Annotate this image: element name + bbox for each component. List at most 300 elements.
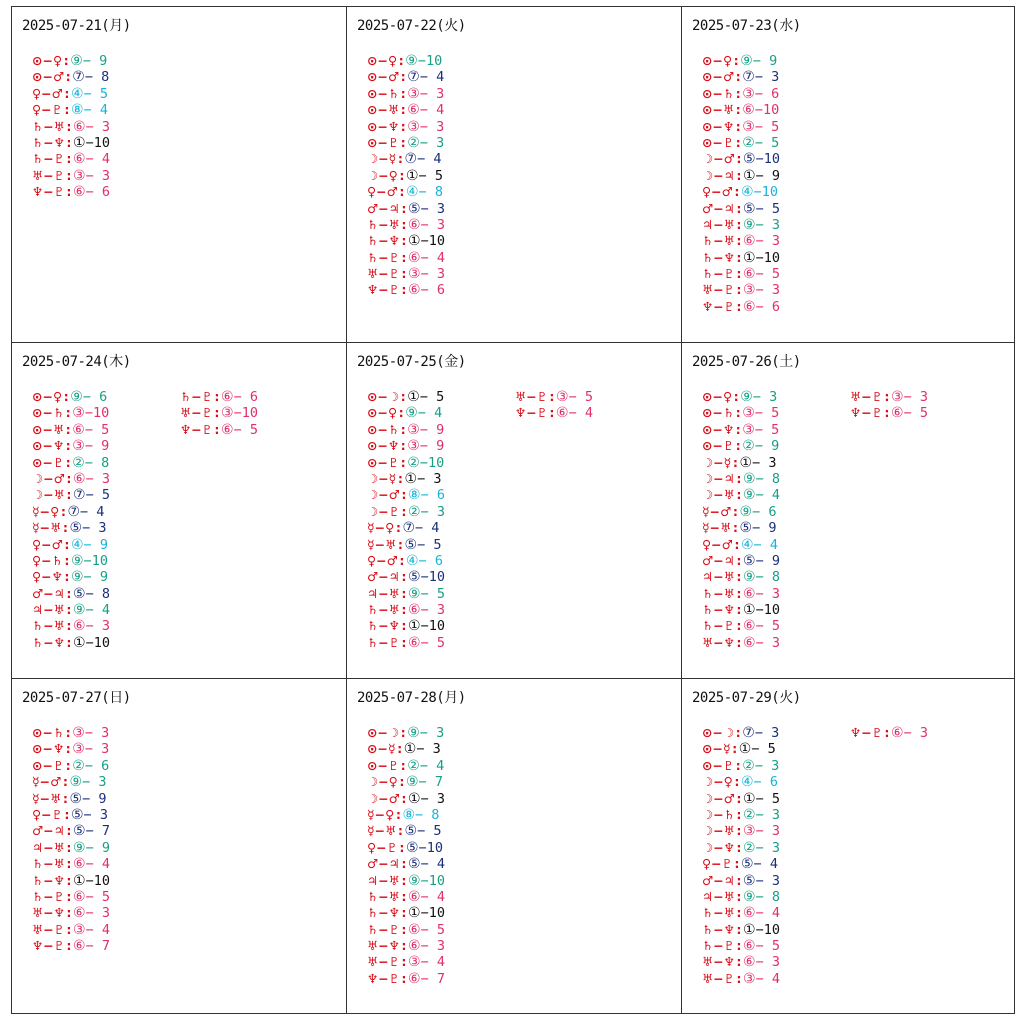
colon: : xyxy=(64,839,74,856)
dash: − xyxy=(753,536,762,553)
day-date: 2025-07-29(火) xyxy=(692,690,801,706)
colon: : xyxy=(734,618,744,635)
day-date: 2025-07-28(月) xyxy=(357,690,466,706)
dash: − xyxy=(420,266,429,283)
aspect-pair: ☽−☿ xyxy=(702,454,732,470)
aspect-pair: ♆−♇ xyxy=(367,970,400,986)
day-date: 2025-07-21(月) xyxy=(22,18,131,34)
dash: − xyxy=(83,552,92,569)
aspect-value: 10 xyxy=(241,405,258,422)
aspect-entry xyxy=(367,520,445,536)
aspect-value: 10 xyxy=(428,872,445,889)
aspect-circled-number: ⑦ xyxy=(402,520,416,537)
aspect-circled-number: ① xyxy=(408,618,421,635)
aspect-circled-number: ③ xyxy=(73,921,86,938)
aspect-pair: ⊙−♀ xyxy=(702,53,733,68)
dash: − xyxy=(755,970,764,987)
aspect-value: 3 xyxy=(428,602,445,619)
aspect-circled-number: ③ xyxy=(72,725,85,741)
aspect-circled-number: ① xyxy=(408,233,421,250)
day-cell xyxy=(347,7,682,343)
aspect-value: 9 xyxy=(763,552,780,569)
colon: : xyxy=(734,405,743,422)
colon: : xyxy=(394,520,403,537)
aspect-pair: ♄−♅ xyxy=(32,856,65,872)
colon: : xyxy=(731,520,740,537)
colon: : xyxy=(734,167,744,184)
dash: − xyxy=(752,53,761,69)
aspect-pair: ♄−♆ xyxy=(702,249,735,265)
aspect-circled-number: ③ xyxy=(556,389,569,405)
colon: : xyxy=(62,389,71,405)
aspect-value: 5 xyxy=(428,585,445,602)
aspect-value: 3 xyxy=(90,774,107,791)
aspect-value: 5 xyxy=(763,618,780,635)
aspect-entry xyxy=(367,53,445,69)
aspect-circled-number: ④ xyxy=(740,774,754,791)
aspect-circled-number: ⑥ xyxy=(742,102,755,119)
dash: − xyxy=(85,184,94,201)
aspect-circled-number: ③ xyxy=(407,438,420,455)
aspect-value: 5 xyxy=(93,888,110,905)
colon: : xyxy=(734,634,744,651)
aspect-value: 6 xyxy=(428,282,445,299)
colon: : xyxy=(399,487,409,504)
aspect-value: 3 xyxy=(428,85,445,102)
aspect-circled-number: ③ xyxy=(72,405,85,422)
aspect-entry xyxy=(367,119,445,135)
aspect-entry xyxy=(32,471,110,487)
dash: − xyxy=(420,888,429,905)
aspect-circled-number: ⑤ xyxy=(73,585,86,602)
aspect-entry xyxy=(180,405,258,421)
aspect-value: 3 xyxy=(428,118,445,135)
dash: − xyxy=(85,151,94,168)
aspect-circled-number: ① xyxy=(408,790,421,807)
aspect-circled-number: ⑥ xyxy=(407,102,420,119)
aspect-circled-number: ⑦ xyxy=(742,725,755,741)
aspect-value: 6 xyxy=(763,298,780,315)
colon: : xyxy=(399,118,408,135)
aspect-value: 6 xyxy=(93,184,110,201)
aspect-circled-number: ⑤ xyxy=(408,856,421,873)
colon: : xyxy=(734,470,744,487)
aspect-entry xyxy=(702,422,780,438)
aspect-entry xyxy=(367,758,445,774)
aspect-pair: ♃−♅ xyxy=(367,585,400,601)
aspect-entry xyxy=(32,569,110,585)
aspect-pair: ☿−♅ xyxy=(32,520,62,536)
dash: − xyxy=(754,405,763,422)
day-cell xyxy=(12,7,347,343)
colon: : xyxy=(399,282,409,299)
aspect-circled-number: ⑥ xyxy=(743,938,756,955)
aspect-entry xyxy=(32,758,110,774)
colon: : xyxy=(734,806,744,823)
colon: : xyxy=(64,618,74,635)
aspect-entry xyxy=(32,889,110,905)
aspect-value: 3 xyxy=(763,725,780,741)
aspect-circled-number: ⑥ xyxy=(408,921,421,938)
colon: : xyxy=(64,487,74,504)
aspect-value: 4 xyxy=(763,905,780,922)
colon: : xyxy=(64,438,73,455)
colon: : xyxy=(396,823,405,840)
aspect-entry xyxy=(367,135,445,151)
aspect-circled-number: ② xyxy=(72,757,85,774)
aspect-pair: ♄−♇ xyxy=(32,151,65,167)
aspect-entry xyxy=(32,537,110,553)
aspect-pair: ☽−♂ xyxy=(702,151,735,167)
aspect-circled-number: ⑥ xyxy=(408,970,421,987)
dash: − xyxy=(755,552,764,569)
aspect-pair: ☿−♅ xyxy=(367,536,397,552)
colon: : xyxy=(882,405,892,422)
colon: : xyxy=(396,151,405,168)
dash: − xyxy=(420,249,429,266)
aspect-value: 3 xyxy=(428,503,445,520)
dash: − xyxy=(85,118,94,135)
aspect-circled-number: ⑥ xyxy=(72,421,85,438)
aspect-entry xyxy=(32,151,110,167)
aspect-value: 10 xyxy=(93,405,110,422)
aspect-value: 10 xyxy=(763,102,780,119)
aspect-value: 4 xyxy=(93,151,110,168)
aspect-value: 3 xyxy=(428,134,445,151)
aspect-circled-number: ③ xyxy=(73,167,86,184)
dash: − xyxy=(82,53,91,69)
dash: − xyxy=(85,134,94,151)
dash: − xyxy=(83,102,92,119)
aspect-pair: ☿−♅ xyxy=(32,790,62,806)
aspect-pair: ♅−♇ xyxy=(367,266,400,282)
aspect-value: 4 xyxy=(93,856,110,873)
aspect-value: 10 xyxy=(91,552,108,569)
aspect-circled-number: ① xyxy=(73,872,86,889)
aspect-value: 5 xyxy=(241,421,258,438)
colon: : xyxy=(734,216,744,233)
aspect-value: 3 xyxy=(93,167,110,184)
day-date: 2025-07-24(木) xyxy=(22,354,131,370)
aspect-circled-number: ③ xyxy=(408,954,421,971)
aspect-entry xyxy=(32,168,110,184)
colon: : xyxy=(399,938,409,955)
aspect-circled-number: ② xyxy=(407,134,420,151)
colon: : xyxy=(734,266,744,283)
aspect-circled-number: ⑥ xyxy=(891,405,904,422)
aspect-pair: ☽−♃ xyxy=(702,167,735,183)
dash: − xyxy=(755,888,764,905)
aspect-value: 4 xyxy=(428,249,445,266)
aspect-entry xyxy=(702,233,780,249)
aspect-pair: ♂−♃ xyxy=(367,200,400,216)
aspect-pair: ♅−♇ xyxy=(850,389,883,404)
aspect-pair: ⊙−♂ xyxy=(702,69,735,85)
dash: − xyxy=(755,602,764,619)
colon: : xyxy=(399,249,409,266)
aspect-entry xyxy=(32,455,110,471)
colon: : xyxy=(734,134,743,151)
aspect-circled-number: ⑨ xyxy=(740,389,753,405)
dash: − xyxy=(417,151,426,168)
dash: − xyxy=(754,134,763,151)
colon: : xyxy=(399,389,408,405)
dash: − xyxy=(755,954,764,971)
aspect-pair: ♆−♇ xyxy=(702,298,735,314)
aspect-circled-number: ⑥ xyxy=(408,282,421,299)
aspect-circled-number: ⑤ xyxy=(408,569,421,586)
aspect-value: 7 xyxy=(426,774,443,791)
dash: − xyxy=(85,167,94,184)
aspect-pair: ⊙−♄ xyxy=(32,405,65,421)
aspect-list xyxy=(702,725,780,987)
dash: − xyxy=(755,282,764,299)
aspect-entry xyxy=(702,586,780,602)
dash: − xyxy=(415,520,424,537)
aspect-pair: ♃−♅ xyxy=(367,872,400,888)
aspect-circled-number: ③ xyxy=(72,438,85,455)
aspect-circled-number: ③ xyxy=(407,421,420,438)
aspect-entry xyxy=(367,791,445,807)
dash: − xyxy=(420,921,429,938)
aspect-value: 3 xyxy=(428,216,445,233)
aspect-entry xyxy=(367,217,445,233)
aspect-circled-number: ⑨ xyxy=(408,872,421,889)
colon: : xyxy=(64,856,74,873)
aspect-pair: ☿−♂ xyxy=(32,774,62,790)
dash: − xyxy=(83,806,92,823)
dash: − xyxy=(752,503,761,520)
aspect-value: 3 xyxy=(763,585,780,602)
day-cell xyxy=(12,679,347,1013)
aspect-circled-number: ① xyxy=(404,470,418,487)
colon: : xyxy=(64,602,74,619)
aspect-value: 5 xyxy=(93,421,110,438)
aspect-value: 5 xyxy=(763,790,780,807)
dash: − xyxy=(84,421,93,438)
aspect-entry xyxy=(702,299,780,315)
dash: − xyxy=(755,233,764,250)
aspect-entry xyxy=(702,569,780,585)
aspect-circled-number: ⑥ xyxy=(73,184,86,201)
aspect-entry xyxy=(32,86,110,102)
colon: : xyxy=(732,536,741,553)
aspect-entry xyxy=(367,856,445,872)
aspect-value: 8 xyxy=(93,585,110,602)
aspect-circled-number: ⑥ xyxy=(743,954,756,971)
colon: : xyxy=(397,53,406,69)
aspect-pair: ♅−♇ xyxy=(367,954,400,970)
aspect-value: 4 xyxy=(425,405,443,422)
colon: : xyxy=(64,151,74,168)
aspect-pair: ⊙−♅ xyxy=(702,102,735,118)
aspect-value: 5 xyxy=(576,389,593,405)
aspect-value: 5 xyxy=(763,938,780,955)
aspect-value: 4 xyxy=(88,503,105,520)
aspect-pair: ♅−♇ xyxy=(515,389,548,404)
aspect-pair: ☽−☿ xyxy=(367,470,397,486)
aspect-entry xyxy=(367,405,445,421)
aspect-circled-number: ⑨ xyxy=(70,53,83,69)
aspect-circled-number: ⑨ xyxy=(70,552,84,569)
colon: : xyxy=(64,470,74,487)
aspect-circled-number: ⑤ xyxy=(69,520,83,537)
aspect-value: 3 xyxy=(763,69,780,86)
day-cell xyxy=(682,679,1014,1013)
aspect-value: 4 xyxy=(428,888,445,905)
aspect-entry xyxy=(32,102,110,118)
aspect-entry xyxy=(32,553,110,569)
aspect-circled-number: ⑥ xyxy=(221,389,234,405)
aspect-pair: ♄−♇ xyxy=(180,389,213,404)
aspect-pair: ♅−♇ xyxy=(32,921,65,937)
aspect-pair: ♄−♇ xyxy=(32,888,65,904)
dash: − xyxy=(419,725,428,741)
aspect-circled-number: ⑨ xyxy=(743,216,756,233)
aspect-circled-number: ⑤ xyxy=(743,872,756,889)
aspect-entry xyxy=(32,807,110,823)
aspect-pair: ♄−♇ xyxy=(367,634,400,650)
colon: : xyxy=(64,184,74,201)
dash: − xyxy=(755,151,764,168)
dash: − xyxy=(420,487,429,504)
aspect-value: 6 xyxy=(763,85,780,102)
aspect-value: 9 xyxy=(428,421,445,438)
aspect-value: 3 xyxy=(93,118,110,135)
colon: : xyxy=(732,53,741,69)
aspect-value: 9 xyxy=(91,569,108,586)
aspect-pair: ♄−♆ xyxy=(702,602,735,618)
aspect-entry xyxy=(702,553,780,569)
aspect-value: 10 xyxy=(428,454,445,471)
colon: : xyxy=(395,741,404,758)
aspect-circled-number: ① xyxy=(405,167,419,184)
aspect-circled-number: ⑥ xyxy=(743,233,756,250)
colon: : xyxy=(59,503,68,520)
dash: − xyxy=(752,454,761,471)
colon: : xyxy=(399,266,409,283)
dash: − xyxy=(754,102,763,119)
dash: − xyxy=(754,757,763,774)
colon: : xyxy=(397,552,406,569)
colon: : xyxy=(64,585,74,602)
aspect-entry xyxy=(702,873,780,889)
dash: − xyxy=(85,585,94,602)
day-date: 2025-07-26(土) xyxy=(692,354,801,370)
dash: − xyxy=(420,790,429,807)
colon: : xyxy=(731,454,740,471)
aspect-value: 3 xyxy=(428,790,445,807)
aspect-value: 4 xyxy=(428,954,445,971)
aspect-value: 3 xyxy=(93,470,110,487)
aspect-value: 6 xyxy=(241,389,258,405)
colon: : xyxy=(64,905,74,922)
day-cell xyxy=(682,7,1014,343)
aspect-value: 3 xyxy=(428,200,445,217)
aspect-entry xyxy=(702,266,780,282)
aspect-entry xyxy=(367,250,445,266)
aspect-circled-number: ⑨ xyxy=(743,470,756,487)
colon: : xyxy=(62,552,71,569)
colon: : xyxy=(397,405,406,422)
aspect-circled-number: ⑤ xyxy=(70,806,84,823)
aspect-value: 6 xyxy=(93,757,110,774)
dash: − xyxy=(753,856,762,873)
aspect-circled-number: ③ xyxy=(742,405,755,422)
aspect-entry xyxy=(702,102,780,118)
dash: − xyxy=(85,839,94,856)
dash: − xyxy=(754,85,763,102)
dash: − xyxy=(83,85,92,102)
aspect-entry xyxy=(367,741,445,757)
aspect-circled-number: ③ xyxy=(891,389,904,405)
dash: − xyxy=(755,905,764,922)
dash: − xyxy=(85,602,94,619)
colon: : xyxy=(212,421,222,438)
colon: : xyxy=(64,872,74,889)
aspect-value: 9 xyxy=(760,53,778,69)
aspect-entry xyxy=(367,201,445,217)
aspect-entry xyxy=(702,840,780,856)
aspect-entry xyxy=(367,168,445,184)
dash: − xyxy=(753,184,762,201)
aspect-pair: ☽−♂ xyxy=(367,790,400,806)
aspect-pair: ♆−♇ xyxy=(32,938,65,954)
aspect-pair: ♂−♃ xyxy=(702,872,735,888)
aspect-value: 3 xyxy=(763,282,780,299)
dash: − xyxy=(419,757,428,774)
aspect-pair: ♅−♇ xyxy=(32,167,65,183)
colon: : xyxy=(62,102,71,119)
dash: − xyxy=(420,618,429,635)
aspect-pair: ♄−♆ xyxy=(367,233,400,249)
aspect-value: 5 xyxy=(759,741,776,758)
dash: − xyxy=(420,585,429,602)
aspect-pair: ☽−♂ xyxy=(702,790,735,806)
dash: − xyxy=(418,184,427,201)
colon: : xyxy=(732,389,741,405)
dash: − xyxy=(84,69,93,86)
aspect-entry xyxy=(702,807,780,823)
colon: : xyxy=(64,921,74,938)
aspect-entry xyxy=(367,471,445,487)
aspect-value: 7 xyxy=(428,970,445,987)
aspect-list-secondary xyxy=(515,389,593,422)
colon: : xyxy=(734,487,744,504)
aspect-pair: ♂−♃ xyxy=(702,552,735,568)
aspect-circled-number: ⑦ xyxy=(407,69,420,86)
aspect-entry xyxy=(32,938,110,954)
aspect-entry xyxy=(32,823,110,839)
colon: : xyxy=(399,438,408,455)
dash: − xyxy=(418,839,427,856)
aspect-value: 6 xyxy=(90,389,108,405)
aspect-circled-number: ⑥ xyxy=(73,118,86,135)
aspect-circled-number: ⑨ xyxy=(407,725,420,741)
aspect-pair: ♆−♇ xyxy=(32,184,65,200)
dash: − xyxy=(82,790,91,807)
aspect-value: 3 xyxy=(93,741,110,758)
aspect-entry xyxy=(702,217,780,233)
aspect-entry xyxy=(32,69,110,85)
dash: − xyxy=(85,921,94,938)
aspect-circled-number: ⑨ xyxy=(405,53,418,69)
colon: : xyxy=(61,774,70,791)
dash: − xyxy=(420,634,429,651)
aspect-circled-number: ⑥ xyxy=(408,602,421,619)
day-cell xyxy=(347,343,682,679)
aspect-pair: ⊙−♀ xyxy=(32,53,63,68)
